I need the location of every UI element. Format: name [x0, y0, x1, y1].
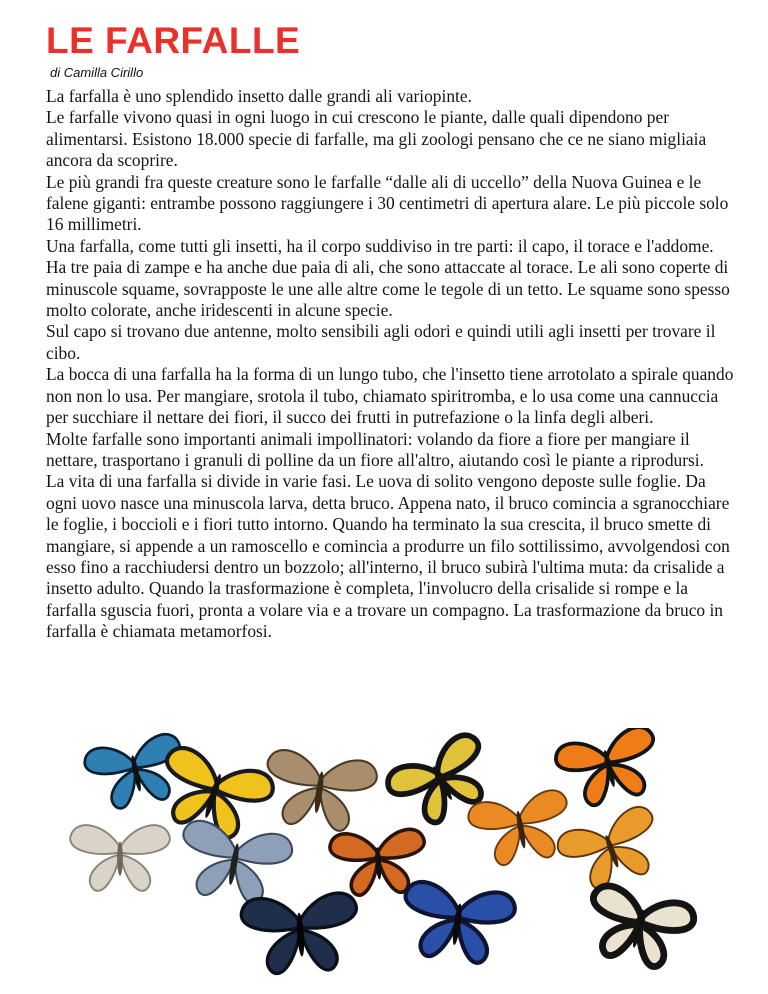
paragraph: La vita di una farfalla si divide in varie fasi. Le uova di solito vengono deposte sulle foglie. Da ogni uovo nasce una minuscola larva, detta bruco. Appena nato, il bruco comincia a sgranocchiare le foglie, i boccioli e i fiori tutto intorno. Quando ha terminato la sua crescita, il bruco smette di mangiare, si appende a un ramoscello e comincia a produrre un filo sottilissimo, avvolgendosi con esso fino a racchiudersi dentro un bozzolo; all'interno, il bruco subirà l'ultima muta: da crisalide a insetto adulto. Quando la trasformazione è completa, l'involucro della crisalide si rompe e la farfalla sguscia fuori, pronta a volare via e a trovare un compagno. La trasformazione da bruco in farfalla è chiamata metamorfosi. [46, 471, 730, 642]
paragraph: Ha tre paia di zampe e ha anche due paia di ali, che sono attaccate al torace. Le ali sono coperte di minuscole squame, sovrapposte le une alle altre come le tegole di un tetto. Le squame sono spesso molto colorate, anche iridescenti in alcune specie. [46, 257, 730, 321]
moth [260, 748, 379, 835]
article-body [46, 86, 736, 643]
black-white-butterfly [581, 883, 697, 974]
author-byline: di Camilla Cirillo [50, 65, 144, 80]
fritillary-butterfly [466, 788, 576, 870]
butterfly-collage [0, 728, 768, 994]
paragraph: Le farfalle vivono quasi in ogni luogo in cui crescono le piante, dalle quali dipendono per alimentarsi. Esistono 18.000 specie di farfalle, ma gli zoologi pensano che ce ne siano migliaia ancora da scoprire. [46, 107, 707, 171]
paragraph: La farfalla è uno splendido insetto dalle grandi ali variopinte. [46, 86, 472, 106]
striped-blue-butterfly [398, 880, 517, 967]
paragraph: Molte farfalle sono importanti animali impollinatori: volando da fiore a fiore per mangiare il nettare, trasportano i granuli di polline da un fiore all'altro, aiutando così le piante a riprodursi. [46, 428, 704, 470]
paragraph: Le più grandi fra queste creature sono le farfalle “dalle ali di uccello” della Nuova Guinea e le falene giganti: entrambe possono raggiungere i 30 centimetri di apertura alare. Le più piccole solo 16 millimetri. [46, 171, 729, 235]
paragraph: La bocca di una farfalla ha la forma di un lungo tubo, che l'insetto tiene arrotolato a spirale quando non non lo usa. Per mangiare, srotola il tubo, chiamato spiritromba, e lo usa come una cannuccia per succhiare il nettare dei fiori, il succo dei frutti in putrefazione o la linfa degli alberi. [46, 364, 734, 428]
paragraph: Sul capo si trovano due antenne, molto sensibili agli odori e quindi utili agli insetti per trovare il cibo. [46, 321, 716, 363]
page-title: LE FARFALLE [46, 20, 301, 61]
white-moth [70, 825, 170, 891]
paragraph: Una farfalla, come tutti gli insetti, ha il corpo suddiviso in tre parti: il capo, il torace e l'addome. [46, 235, 714, 256]
spotted-butterfly [240, 892, 360, 976]
monarch-butterfly [553, 728, 666, 812]
